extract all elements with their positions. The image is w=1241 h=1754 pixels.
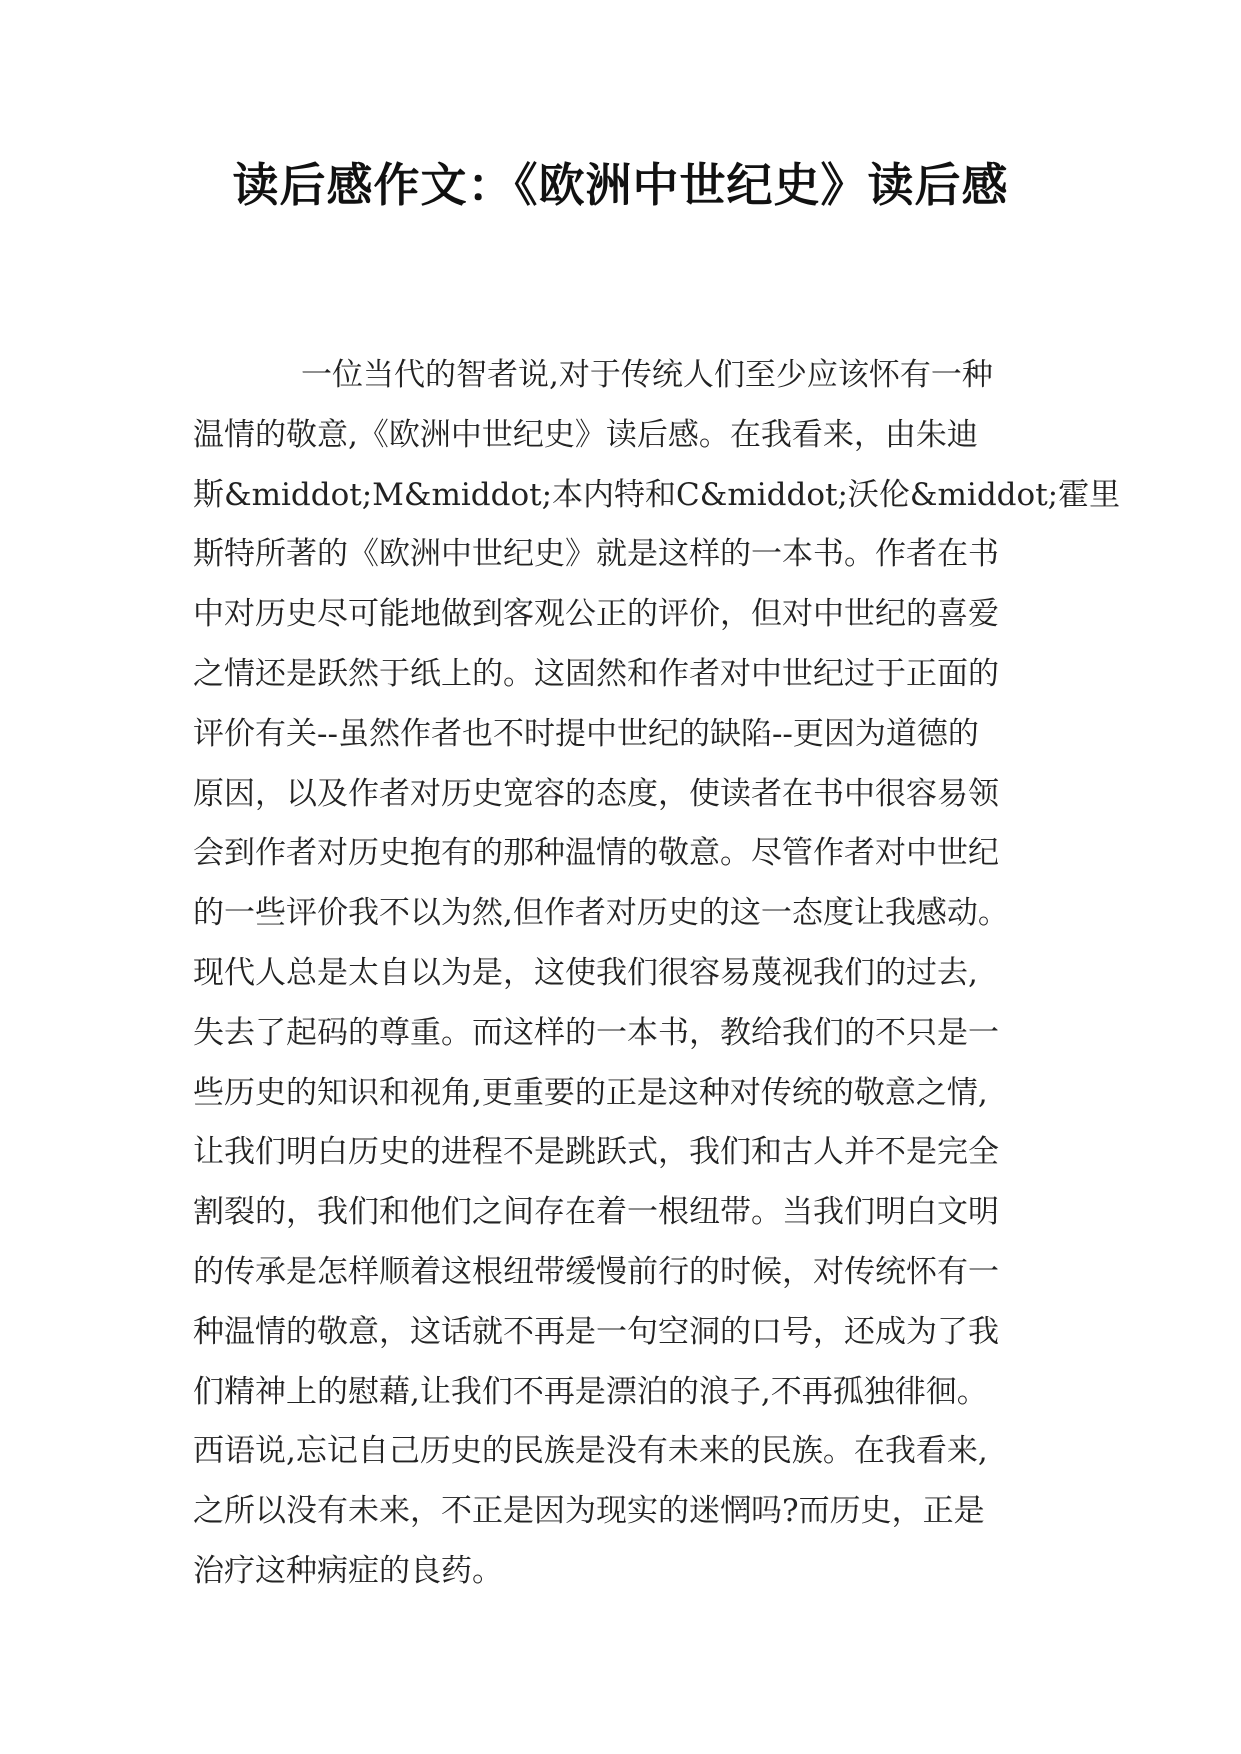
paragraph-line: 现代人总是太自以为是，这使我们很容易蔑视我们的过去,	[193, 954, 978, 991]
paragraph-line: 斯&middot;M&middot;本内特和C&middot;沃伦&middot;霍里	[193, 476, 1121, 513]
paragraph-line: 种温情的敬意，这话就不再是一句空洞的口号，还成为了我	[193, 1313, 999, 1350]
paragraph-line: 的一些评价我不以为然,但作者对历史的这一态度让我感动。	[193, 895, 1009, 932]
paragraph-line: 中对历史尽可能地做到客观公正的评价，但对中世纪的喜爱	[193, 596, 999, 633]
paragraph-line: 之所以没有未来，不正是因为现实的迷惘吗?而历史，正是	[193, 1493, 985, 1530]
paragraph-line: 温情的敬意,《欧洲中世纪史》读后感。在我看来，由朱迪	[193, 416, 978, 453]
paragraph-line: 治疗这种病症的良药。	[193, 1552, 503, 1589]
paragraph-line: 之情还是跃然于纸上的。这固然和作者对中世纪过于正面的	[193, 655, 999, 692]
document-title: 读后感作文：《欧洲中世纪史》读后感	[232, 158, 1009, 212]
paragraph-line: 斯特所著的《欧洲中世纪史》就是这样的一本书。作者在书	[193, 536, 999, 573]
paragraph-line: 评价有关--虽然作者也不时提中世纪的缺陷--更因为道德的	[193, 715, 979, 752]
paragraph-line: 让我们明白历史的进程不是跳跃式，我们和古人并不是完全	[193, 1134, 999, 1171]
paragraph-line: 西语说,忘记自己历史的民族是没有未来的民族。在我看来,	[193, 1433, 988, 1470]
paragraph-line: 会到作者对历史抱有的那种温情的敬意。尽管作者对中世纪	[193, 835, 999, 872]
paragraph-line: 一位当代的智者说,对于传统人们至少应该怀有一种	[301, 357, 993, 393]
paragraph-line: 割裂的，我们和他们之间存在着一根纽带。当我们明白文明	[193, 1194, 999, 1231]
paragraph-line: 原因，以及作者对历史宽容的态度，使读者在书中很容易领	[193, 775, 999, 812]
paragraph-line: 们精神上的慰藉,让我们不再是漂泊的浪子,不再孤独徘徊。	[193, 1373, 988, 1410]
paragraph-line: 失去了起码的尊重。而这样的一本书，教给我们的不只是一	[193, 1014, 999, 1051]
body-paragraph	[193, 346, 1121, 1602]
paragraph-line: 的传承是怎样顺着这根纽带缓慢前行的时候，对传统怀有一	[193, 1253, 999, 1290]
paragraph-line: 些历史的知识和视角,更重要的正是这种对传统的敬意之情,	[193, 1074, 988, 1111]
